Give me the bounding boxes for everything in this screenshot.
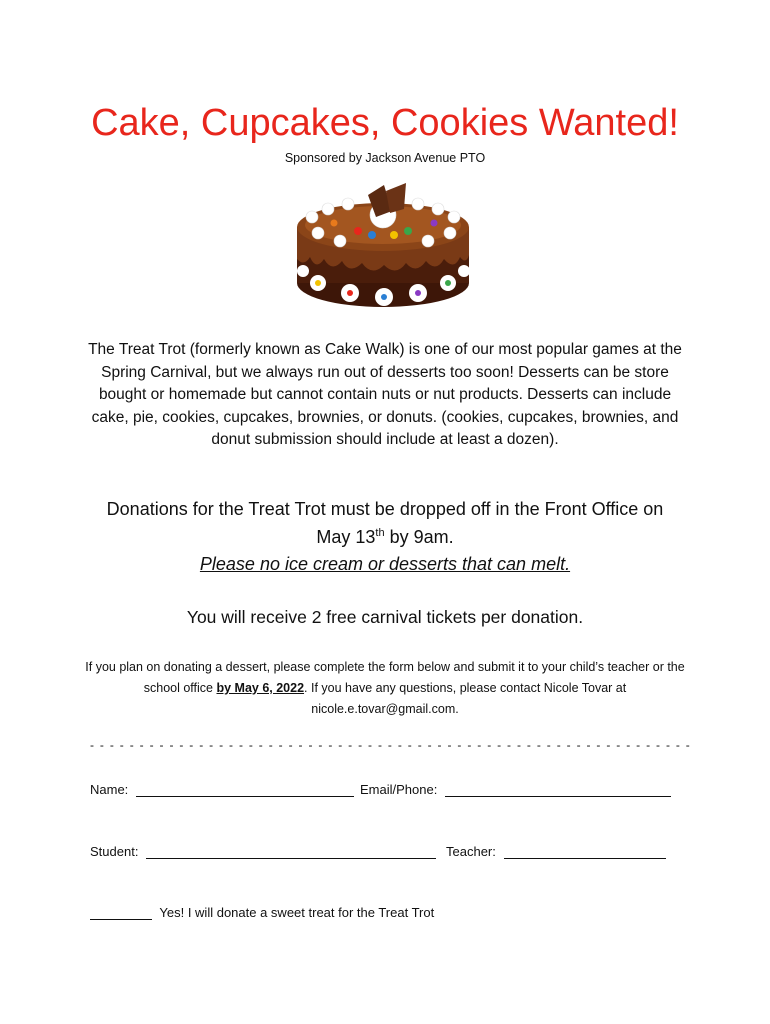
intro-paragraph: The Treat Trot (formerly known as Cake Walk) is one of our most popular games at the Spring Carnival, but we always run out of desserts too soon! Desserts can be store bought or homemade but cannot contain nuts or nut products. Desserts can include cake, pie, cookies, cupcakes, brownies, or donuts. (cookies, cupcakes, brownies, and donut submission should include at least a dozen). — [88, 341, 682, 448]
donation-date-rest: by 9am. — [384, 527, 454, 547]
donation-date-prefix: May 13 — [316, 527, 376, 547]
confirm-text: Yes! I will donate a sweet treat for the Treat Trot — [159, 905, 435, 920]
confirm-field[interactable] — [90, 905, 152, 920]
donation-dropoff-line: Donations for the Treat Trot must be dropped off in the Front Office on — [106, 499, 664, 519]
name-label: Name: — [90, 782, 129, 797]
instructions-paragraph — [80, 657, 690, 720]
instructions-after: . If you have any questions, please contact Nicole Tovar at nicole.e.tovar@gmail.com. — [304, 681, 627, 716]
student-field[interactable] — [146, 844, 436, 859]
email-label: Email/Phone: — [360, 782, 438, 797]
name-field[interactable] — [136, 782, 354, 797]
donation-date-line — [60, 523, 710, 551]
cake-icon — [288, 175, 478, 315]
sponsor-line: Sponsored by Jackson Avenue PTO — [284, 151, 486, 165]
instructions-before: If you plan on donating a dessert, please complete the form below and submit it to your child’s teacher or the school office — [85, 660, 685, 695]
teacher-row — [446, 844, 666, 859]
instructions-deadline: by May 6, 2022 — [216, 681, 305, 695]
name-row — [90, 782, 354, 797]
student-label: Student: — [90, 844, 139, 859]
donation-date-suffix: th — [375, 527, 385, 539]
teacher-field[interactable] — [504, 844, 666, 859]
flyer-title: Cake, Cupcakes, Cookies Wanted! — [91, 102, 679, 144]
cut-line-divider: - - - - - - - - - - - - - - - - - - - - - - - - - - - - - - - - - - - - - - - - - - - - - - - - - - - - - - - - - - - - - — [90, 738, 692, 752]
teacher-label: Teacher: — [446, 844, 496, 859]
confirm-row — [90, 905, 434, 920]
email-row — [360, 782, 671, 797]
email-phone-field[interactable] — [445, 782, 671, 797]
student-row — [90, 844, 436, 859]
tickets-note: You will receive 2 free carnival tickets per donation. — [186, 607, 584, 627]
melt-warning: Please no ice cream or desserts that can melt. — [199, 554, 571, 574]
